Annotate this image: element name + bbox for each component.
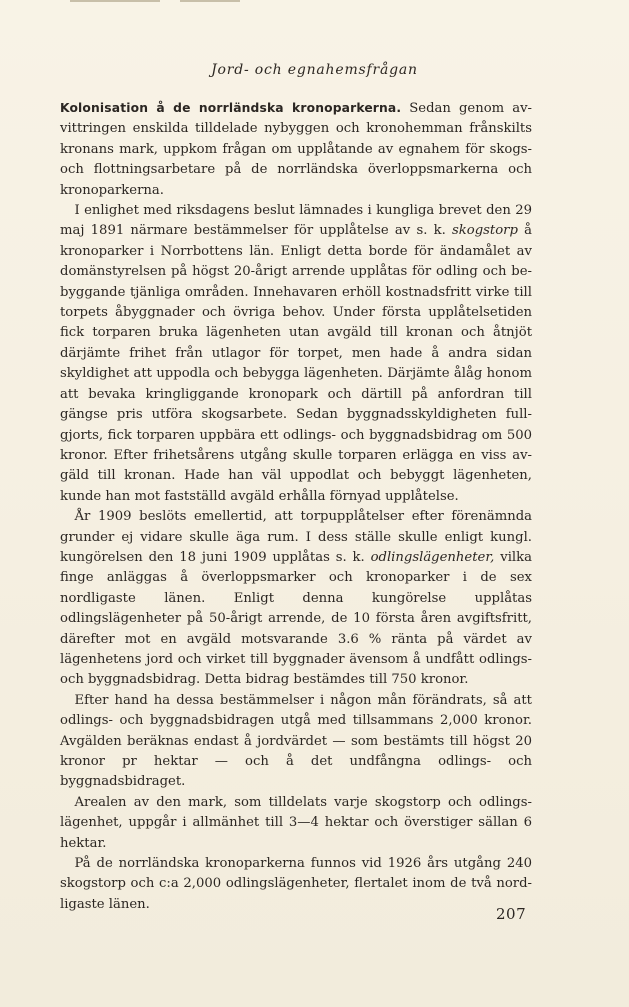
paragraph xyxy=(60,201,532,507)
italic-term: odlingslägenheter, xyxy=(370,549,495,565)
paragraph-text: Efter hand ha dessa bestämmelser i någon mån förändrats, så att odlings- och byggnadsbidragen utgå med tillsammans 2,000 kronor. Avgälden beräknas endast å jordvärdet — som bestämts till högst 20 kronor pr hektar — och å det undfångna odlings- och byggnadsbidraget. xyxy=(60,692,532,790)
paragraph-text: År 1909 beslöts emellertid, att torpupplåtelser efter förenämnda grunder ej vidare skulle äga rum. I dess ställe skulle enligt kungl. kungörelsen den 18 juni 1909 upplåtas s. k. xyxy=(60,509,532,565)
paragraph-text: Sedan genom avvittringen enskilda tilldelade nybyggen och kronohemman frånskilts kronans mark, uppkom frågan om upplåtande av egnahem för skogs- och flottningsarbetare på de norrländska överloppsmarkerna och kronoparkerna. xyxy=(60,101,532,198)
paragraph xyxy=(60,854,532,915)
page-number: 207 xyxy=(496,905,527,923)
paragraph xyxy=(60,691,532,793)
paragraph-text: På de norrländska kronoparkerna funnos vid 1926 års utgång 240 skogstorp och c:a 2,000 odlingslägenheter, flertalet inom de två nordligaste länen. xyxy=(60,856,532,912)
paragraph-text: å kronoparker i Norrbottens län. Enligt detta borde för ändamålet av domänstyrelsen på högst 20-årigt arrende upplåtas för odling och bebyggande tjänliga områden. Innehavaren erhöll kostnadsfritt virke till torpets åbyggnader och övriga behov. Under första upplåtelsetiden fick torparen bruka lägenheten utan avgäld till kronan och åtnjöt därjämte frihet från utlagor för torpet, men hade å andra sidan skyldighet att uppodla och bebygga lägenheten. Därjämte ålåg honom att bevaka kringliggande kronopark och därtill på anfordran till gängse pris utföra skogsarbete. Sedan byggnadsskyldigheten fullgjorts, fick torparen uppbära ett odlings- och byggnadsbidrag om 500 kronor. Efter frihetsårens utgång skulle torparen erlägga en viss avgäld till kronan. Hade han väl uppodlat och bebyggt lägenheten, kunde han mot fastställd avgäld erhålla förnyad upplåtelse. xyxy=(60,223,532,504)
italic-term: skogstorp xyxy=(452,223,518,239)
paragraph xyxy=(60,507,532,691)
top-edge-mark xyxy=(70,0,160,2)
section-heading: Kolonisation å de norrländska kronoparkerna. xyxy=(60,101,402,115)
paragraph xyxy=(60,98,532,201)
running-head: Jord- och egnahemsfrågan xyxy=(211,62,418,78)
top-edge-mark xyxy=(180,0,240,2)
paragraph-text: Arealen av den mark, som tilldelats varje skogstorp och odlingslägenhet, uppgår i allmänhet till 3—4 hektar och överstiger sällan 6 hektar. xyxy=(60,794,532,851)
paragraph-text: vilka finge anläggas å överloppsmarker och kronoparker i de sex nordligaste länen. Enligt denna kungörelse upplåtas odlingslägenheter på 50-årigt arrende, de 10 första åren avgiftsfritt, därefter mot en avgäld motsvarande 3.6 % ränta på värdet av lägenhetens jord och virket till byggnader ävensom å undfått odlings- och byggnadsbidrag. Detta bidrag bestämdes till 750 kronor. xyxy=(60,549,532,688)
paragraph xyxy=(60,793,532,854)
paragraph-text: I enlighet med riksdagens beslut lämnades i kungliga brevet den 29 maj 1891 närmare bestämmelser för upplåtelse av s. k. xyxy=(60,203,532,239)
body-text xyxy=(60,98,532,915)
